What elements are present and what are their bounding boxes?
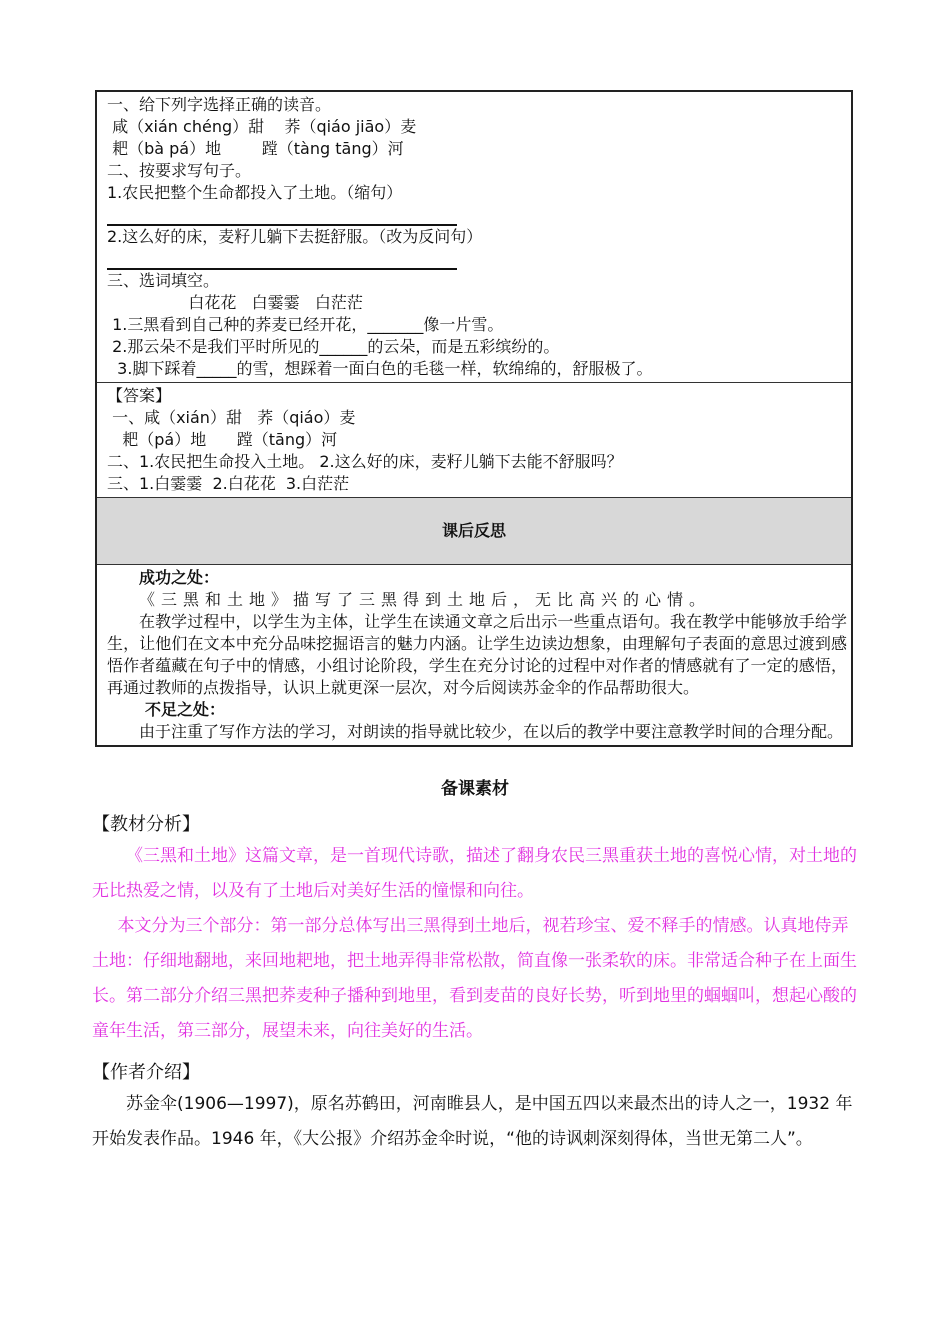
- q2-item1: 1.农民把整个生命都投入了土地。（缩句）: [107, 183, 403, 202]
- analysis-title: 【教材分析】: [92, 814, 200, 835]
- q3-item1: 1.三黑看到自己种的荞麦已经开花，_______像一片雪。: [107, 315, 504, 334]
- analysis-body: [92, 839, 862, 1049]
- q3-item3: 3.脚下踩着_____的雪，想踩着一面白色的毛毯一样，软绵绵的，舒服极了。: [107, 359, 653, 378]
- reflection-cell: [97, 565, 851, 745]
- answer-2: 二、1.农民把生命投入土地。 2.这么好的床，麦籽儿躺下去能不舒服吗？: [107, 452, 623, 471]
- answer-title: 【答案】: [107, 386, 172, 405]
- answer-1-line1: 一、咸（xián）甜 荞（qiáo）麦: [107, 408, 356, 427]
- answer-cell: [97, 383, 851, 498]
- success-p1: 《三黑和土地》描写了三黑得到土地后，无比高兴的心情。: [139, 590, 712, 609]
- answer-line: [107, 248, 457, 270]
- author-p: 苏金伞(1906—1997)，原名苏鹤田，河南睢县人，是中国五四以来最杰出的诗人之一，1932 年开始发表作品。1946 年，《大公报》介绍苏金伞时说，“他的诗讽刺深刻得体，当世无第二人”。: [92, 1094, 853, 1149]
- answer-3: 三、1.白霎霎 2.白花花 3.白茫茫: [107, 474, 350, 493]
- q2-title: 二、按要求写句子。: [107, 161, 252, 180]
- q1-title: 一、给下列字选择正确的读音。: [107, 95, 332, 114]
- author-title: 【作者介绍】: [92, 1062, 200, 1083]
- q3-item2: 2.那云朵不是我们平时所见的______的云朵，而是五彩缤纷的。: [107, 337, 560, 356]
- answer-1-line2: 耙（pá）地 蹚（tāng）河: [107, 430, 338, 449]
- q3-word-bank: 白花花 白霎霎 白茫茫: [107, 293, 363, 312]
- materials-title: 备课素材: [441, 779, 509, 799]
- answer-line: [107, 204, 457, 226]
- shortcoming-title: 不足之处：: [145, 700, 226, 719]
- shortcoming-p: 由于注重了写作方法的学习，对朗读的指导就比较少，在以后的教学中要注意教学时间的合理分配。: [139, 722, 844, 741]
- q2-item2: 2.这么好的床，麦籽儿躺下去挺舒服。（改为反问句）: [107, 227, 483, 246]
- author-body: [92, 1087, 862, 1157]
- reflection-header: 课后反思: [97, 498, 851, 565]
- success-title: 成功之处：: [139, 568, 220, 587]
- lesson-table: [95, 90, 853, 747]
- q1-line2: 耙（bà pá）地 蹚（tàng tāng）河: [107, 139, 404, 158]
- analysis-p2: 本文分为三个部分：第一部分总体写出三黑得到土地后，视若珍宝、爱不释手的情感。认真地侍弄土地：仔细地翻地，来回地耙地，把土地弄得非常松散，简直像一张柔软的床。非常适合种子在上面生长。第二部分介绍三黑把荞麦种子播种到地里，看到麦苗的良好长势，听到地里的蝈蝈叫，想起心酸的童年生活，第三部分，展望未来，向往美好的生活。: [92, 916, 857, 1041]
- analysis-p1: 《三黑和土地》这篇文章，是一首现代诗歌，描述了翻身农民三黑重获土地的喜悦心情，对土地的无比热爱之情，以及有了土地后对美好生活的憧憬和向往。: [92, 846, 857, 901]
- success-p2: 在教学过程中，以学生为主体，让学生在读通文章之后出示一些重点语句。我在教学中能够放手给学生，让他们在文本中充分品味挖掘语言的魅力内涵。让学生边读边想象，由理解句子表面的意思过渡到感悟作者蕴藏在句子中的情感，小组讨论阶段，学生在充分讨论的过程中对作者的情感就有了一定的感悟，再通过教师的点拨指导，认识上就更深一层次，对今后阅读苏金伞的作品帮助很大。: [107, 612, 847, 697]
- q1-line1: 咸（xián chéng）甜 荞（qiáo jiāo）麦: [107, 117, 417, 136]
- exercise-cell: [97, 92, 851, 383]
- q3-title: 三、选词填空。: [107, 271, 220, 290]
